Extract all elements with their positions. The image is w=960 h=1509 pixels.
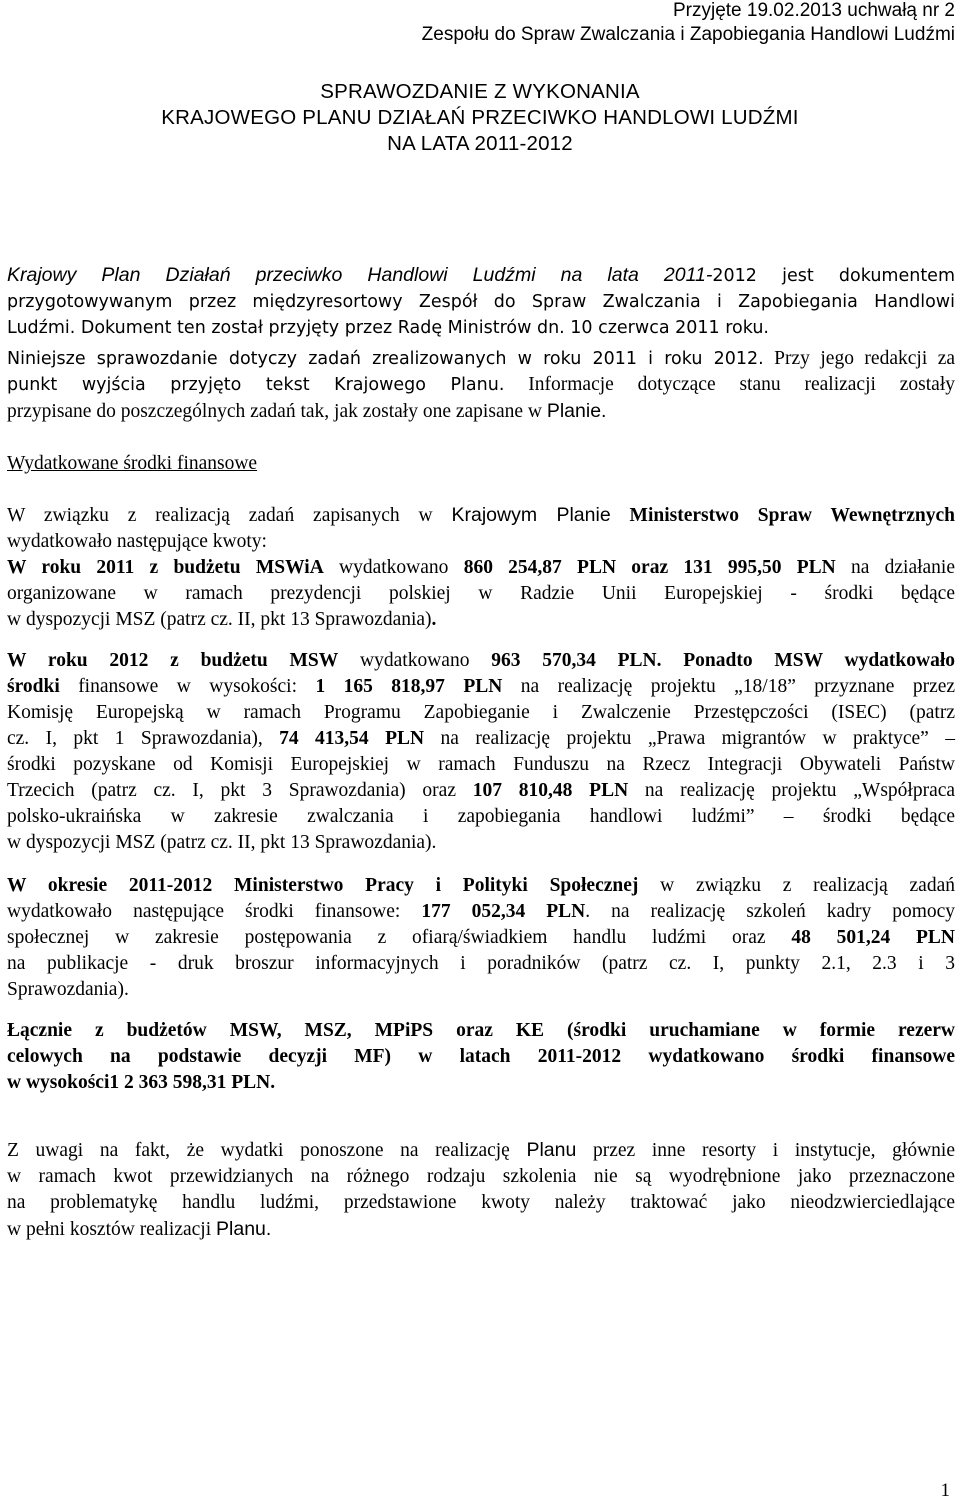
msw-2011-paragraph: W związku z realizacją zadań zapisanych w Krajowym Planie Ministerstwo Spraw Wewnętrznych wydatkowało następujące kwoty: W roku 2011 z budżetu MSWiA wydatkowano 860 254,87 PLN oraz 131 995,50 PLN na działanie organizowane w ramach prezydencji polskiej w Radzie Unii Europejskiej - środki będące w dyspozycji MSZ (patrz cz. II, pkt 13 Sprawozdania). [7,504,956,630]
mpips-paragraph: W okresie 2011-2012 Ministerstwo Pracy i Polityki Społecznej w związku z realizacją zadań wydatkowało następujące środki finansowe: 177 052,34 PLN. na realizację szkoleń kadry pomocy społecznej w zakresie postępowania z ofiarą/świadkiem handlu ludźmi oraz 48 501,24 PLN na publikacje - druk broszur informacyjnych i poradników (patrz cz. I, punkty 2.1, 2.3 i 3 Sprawozdania). [7,875,956,1000]
report-title-line-1: SPRAWOZDANIE Z WYKONANIA [320,80,640,103]
report-title-line-2: KRAJOWEGO PLANU DZIAŁAŃ PRZECIWKO HANDLOWI LUDŹMI [161,106,799,129]
intro-paragraph: Krajowy Plan Działań przeciwko Handlowi Ludźmi na lata 2011-2012 jest dokumentem przygotowywanym przez międzyresortowy Zespół do Spraw Zwalczania i Zapobiegania Handlowi Ludźmi. Dokument ten został przyjęty przez Radę Ministrów dn. 10 czerwca 2011 roku. [7,264,955,338]
adoption-body: Zespołu do Spraw Zwalczania i Zapobiegania Handlowi Ludźmi [421,24,955,45]
adoption-note: Przyjęte 19.02.2013 uchwałą nr 2 [672,0,955,21]
msw-2012-paragraph: W roku 2012 z budżetu MSW wydatkowano 963 570,34 PLN. Ponadto MSW wydatkowało środki finansowe w wysokości: 1 165 818,97 PLN na realizację projektu „18/18” przyznane przez Komisję Europejską w ramach Programu Zapobieganie i Zwalczenie Przestępczości (ISEC) (patrz cz. I, pkt 1 Sprawozdania), 74 413,54 PLN na realizację projektu „Prawa migrantów w praktyce” – środki pozyskane od Komisji Europejskiej w ramach Funduszu na Rzecz Integracji Obywateli Państw Trzecich (patrz cz. I, pkt 3 Sprawozdania) oraz 107 810,48 PLN na realizację projektu „Współpraca polsko-ukraińska w zakresie zwalczania i zapobiegania handlowi ludźmi” – środki będące w dyspozycji MSZ (patrz cz. II, pkt 13 Sprawozdania). [7,650,956,853]
note-paragraph: Z uwagi na fakt, że wydatki ponoszone na realizację Planu przez inne resorty i instytucje, głównie w ramach kwot przewidzianych na różnego rodzaju szkolenia nie są wyodrębnione jako przeznaczone na problematykę handlu ludźmi, przedstawione kwoty należy traktować jako nieodzwierciedlające w pełni kosztów realizacji Planu. [7,1139,956,1240]
section-heading: Wydatkowane środki finansowe [7,453,258,474]
page-number: 1 [940,1480,950,1501]
total-paragraph: Łącznie z budżetów MSW, MSZ, MPiPS oraz KE (środki uruchamiane w formie rezerw celowych na podstawie decyzji MF) w latach 2011-2012 wydatkowano środki finansowe w wysokości1 2 363 598,31 PLN. [7,1020,955,1093]
report-title-line-3: NA LATA 2011-2012 [387,132,573,155]
scope-paragraph: Niniejsze sprawozdanie dotyczy zadań zrealizowanych w roku 2011 i roku 2012. Przy jego redakcji za punkt wyjścia przyjęto tekst Krajowego Planu. Informacje dotyczące stanu realizacji zostały przypisane do poszczególnych zadań tak, jak zostały one zapisane w Planie. [7,348,956,422]
